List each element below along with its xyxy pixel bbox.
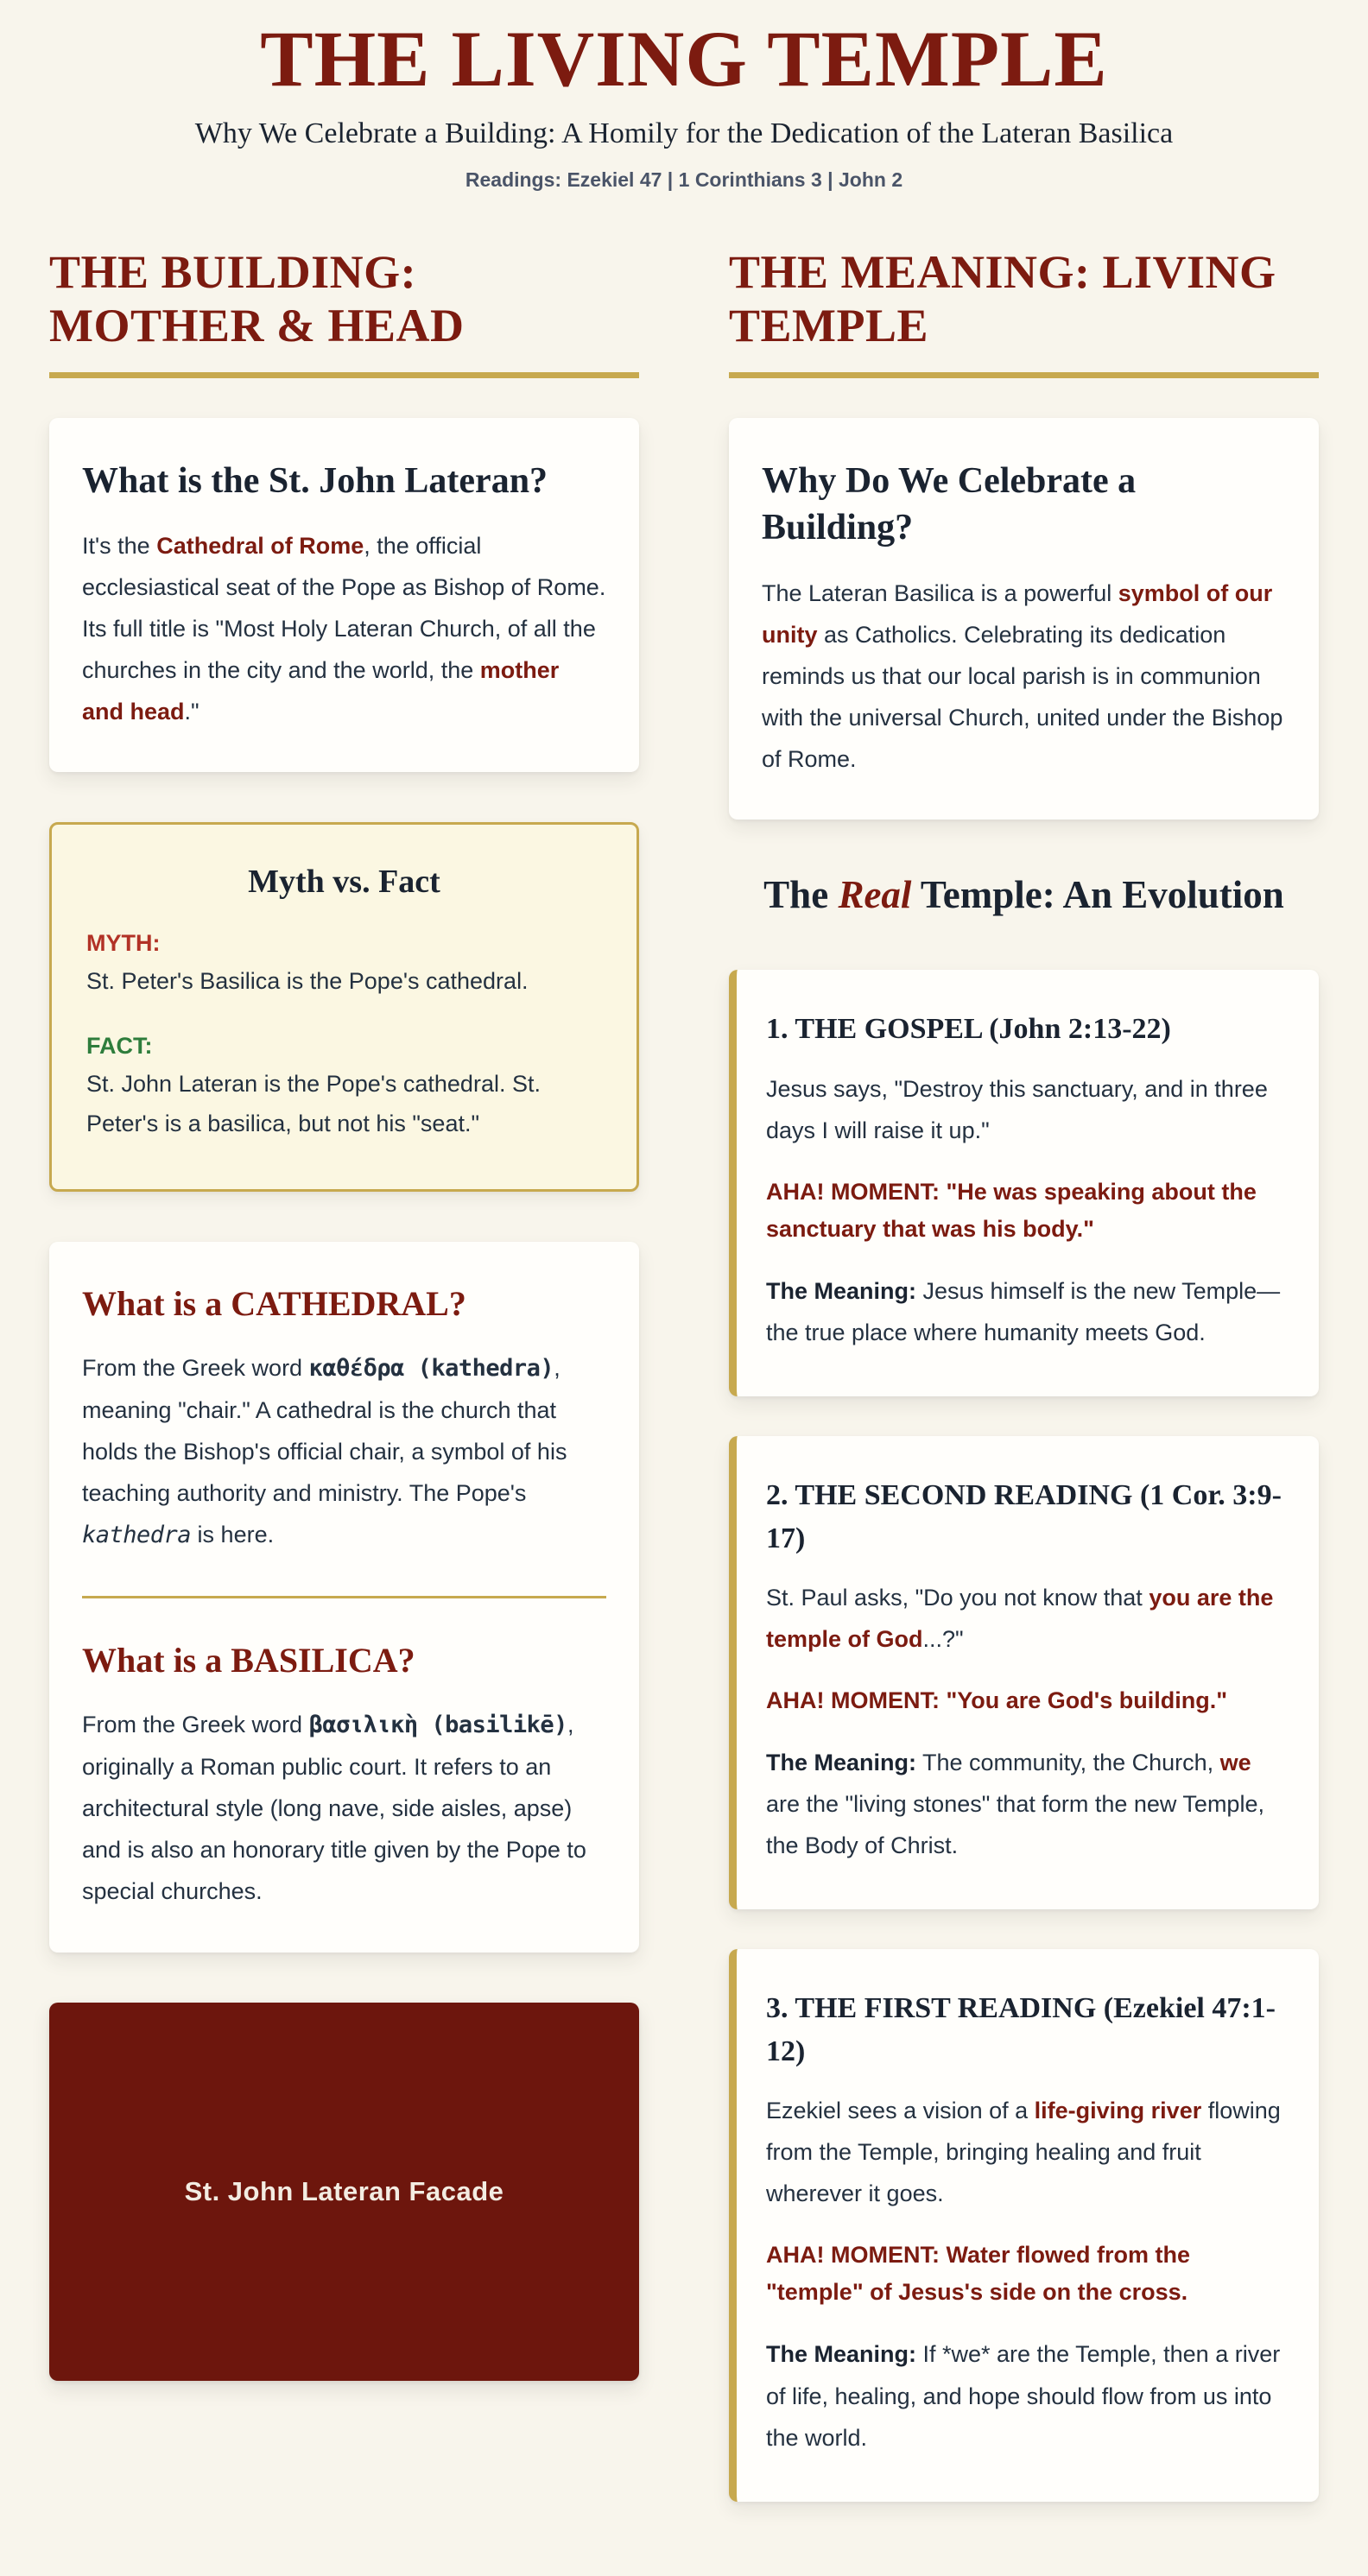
reading-meaning: The Meaning: The community, the Church, we are the "living stones" that form the new Temple, the Body of Christ. bbox=[766, 1750, 1264, 1859]
reading-meaning: The Meaning: If *we* are the Temple, then a river of life, healing, and hope should flow from us into the world. bbox=[766, 2341, 1281, 2451]
page-subtitle: Why We Celebrate a Building: A Homily for the Dedication of the Lateran Basilica bbox=[194, 117, 1174, 150]
basilica-body: From the Greek word βασιλικὴ (basilikē), originally a Roman public court. It refers to an architectural style (long nave, side aisles, apse) and is also an honorary title given by the Pope to special churches. bbox=[82, 1712, 586, 1905]
gold-rule-left bbox=[49, 372, 639, 378]
reading-body: Ezekiel sees a vision of a life-giving river flowing from the Temple, bringing healing and fruit wherever it goes. bbox=[766, 2097, 1281, 2207]
reading-body: Jesus says, "Destroy this sanctuary, and in three days I will raise it up." bbox=[766, 1075, 1268, 1143]
reading-card-gospel bbox=[729, 970, 1319, 1396]
cathedral-title: What is a CATHEDRAL? bbox=[82, 1284, 466, 1324]
reading-card-first-reading bbox=[729, 1949, 1319, 2501]
myth-label: MYTH: bbox=[86, 930, 161, 957]
reading-meaning: The Meaning: Jesus himself is the new Temple—the true place where humanity meets God. bbox=[766, 1278, 1281, 1346]
fact-text: St. John Lateran is the Pope's cathedral. St. Peter's is a basilica, but not his "seat." bbox=[86, 1071, 541, 1137]
card-body: It's the Cathedral of Rome, the official ecclesiastical seat of the Pope as Bishop of Rome. Its full title is "Most Holy Lateran Church, of all the churches in the city and the world, the mother and head." bbox=[82, 533, 606, 725]
gold-rule-right bbox=[729, 372, 1319, 378]
right-column-meaning bbox=[729, 245, 1319, 2541]
page-title: THE LIVING TEMPLE bbox=[260, 15, 1108, 103]
reading-title: 3. THE FIRST READING (Ezekiel 47:1-12) bbox=[766, 1992, 1276, 2067]
myth-vs-fact-card bbox=[49, 822, 639, 1192]
reading-title: 2. THE SECOND READING (1 Cor. 3:9-17) bbox=[766, 1479, 1282, 1554]
myth-fact-title: Myth vs. Fact bbox=[248, 864, 440, 901]
reading-title: 1. THE GOSPEL (John 2:13-22) bbox=[766, 1013, 1171, 1046]
section-heading-building: THE BUILDING: MOTHER & HEAD bbox=[49, 246, 465, 352]
evolution-heading: The Real Temple: An Evolution bbox=[763, 872, 1284, 916]
cathedral-body: From the Greek word καθέδρα (kathedra), meaning "chair." A cathedral is the church that holds the Bishop's official chair, a symbol of his teaching authority and ministry. The Pope's kathedra is here. bbox=[82, 1355, 567, 1549]
reading-aha-moment: AHA! MOMENT: "He was speaking about the sanctuary that was his body." bbox=[766, 1178, 1257, 1243]
facade-caption: St. John Lateran Facade bbox=[184, 2175, 504, 2206]
gold-divider bbox=[82, 1596, 606, 1598]
card-what-is-lateran bbox=[49, 418, 639, 773]
basilica-title: What is a BASILICA? bbox=[82, 1641, 415, 1680]
reading-card-second-reading bbox=[729, 1436, 1319, 1909]
two-column-layout bbox=[49, 245, 1319, 2541]
readings-line: Readings: Ezekiel 47 | 1 Corinthians 3 | John 2 bbox=[465, 168, 903, 192]
fact-label: FACT: bbox=[86, 1033, 153, 1060]
card-title: What is the St. John Lateran? bbox=[82, 460, 548, 501]
myth-text: St. Peter's Basilica is the Pope's cathedral. bbox=[86, 968, 529, 995]
facade-image-placeholder bbox=[49, 2003, 639, 2381]
card-cathedral-basilica-terms bbox=[49, 1242, 639, 1952]
card-why-celebrate bbox=[729, 418, 1319, 820]
page-header bbox=[49, 16, 1319, 192]
reading-body: St. Paul asks, "Do you not know that you are the temple of God...?" bbox=[766, 1584, 1274, 1652]
left-column-building bbox=[49, 245, 639, 2380]
reading-aha-moment: AHA! MOMENT: "You are God's building." bbox=[766, 1687, 1228, 1714]
card-body: The Lateran Basilica is a powerful symbol of our unity as Catholics. Celebrating its dedication reminds us that our local parish is in communion with the universal Church, united under the Bishop of Rome. bbox=[762, 579, 1283, 772]
section-heading-meaning: THE MEANING: LIVING TEMPLE bbox=[729, 246, 1276, 352]
reading-aha-moment: AHA! MOMENT: Water flowed from the "temple" of Jesus's side on the cross. bbox=[766, 2242, 1190, 2306]
card-title: Why Do We Celebrate a Building? bbox=[762, 460, 1137, 548]
